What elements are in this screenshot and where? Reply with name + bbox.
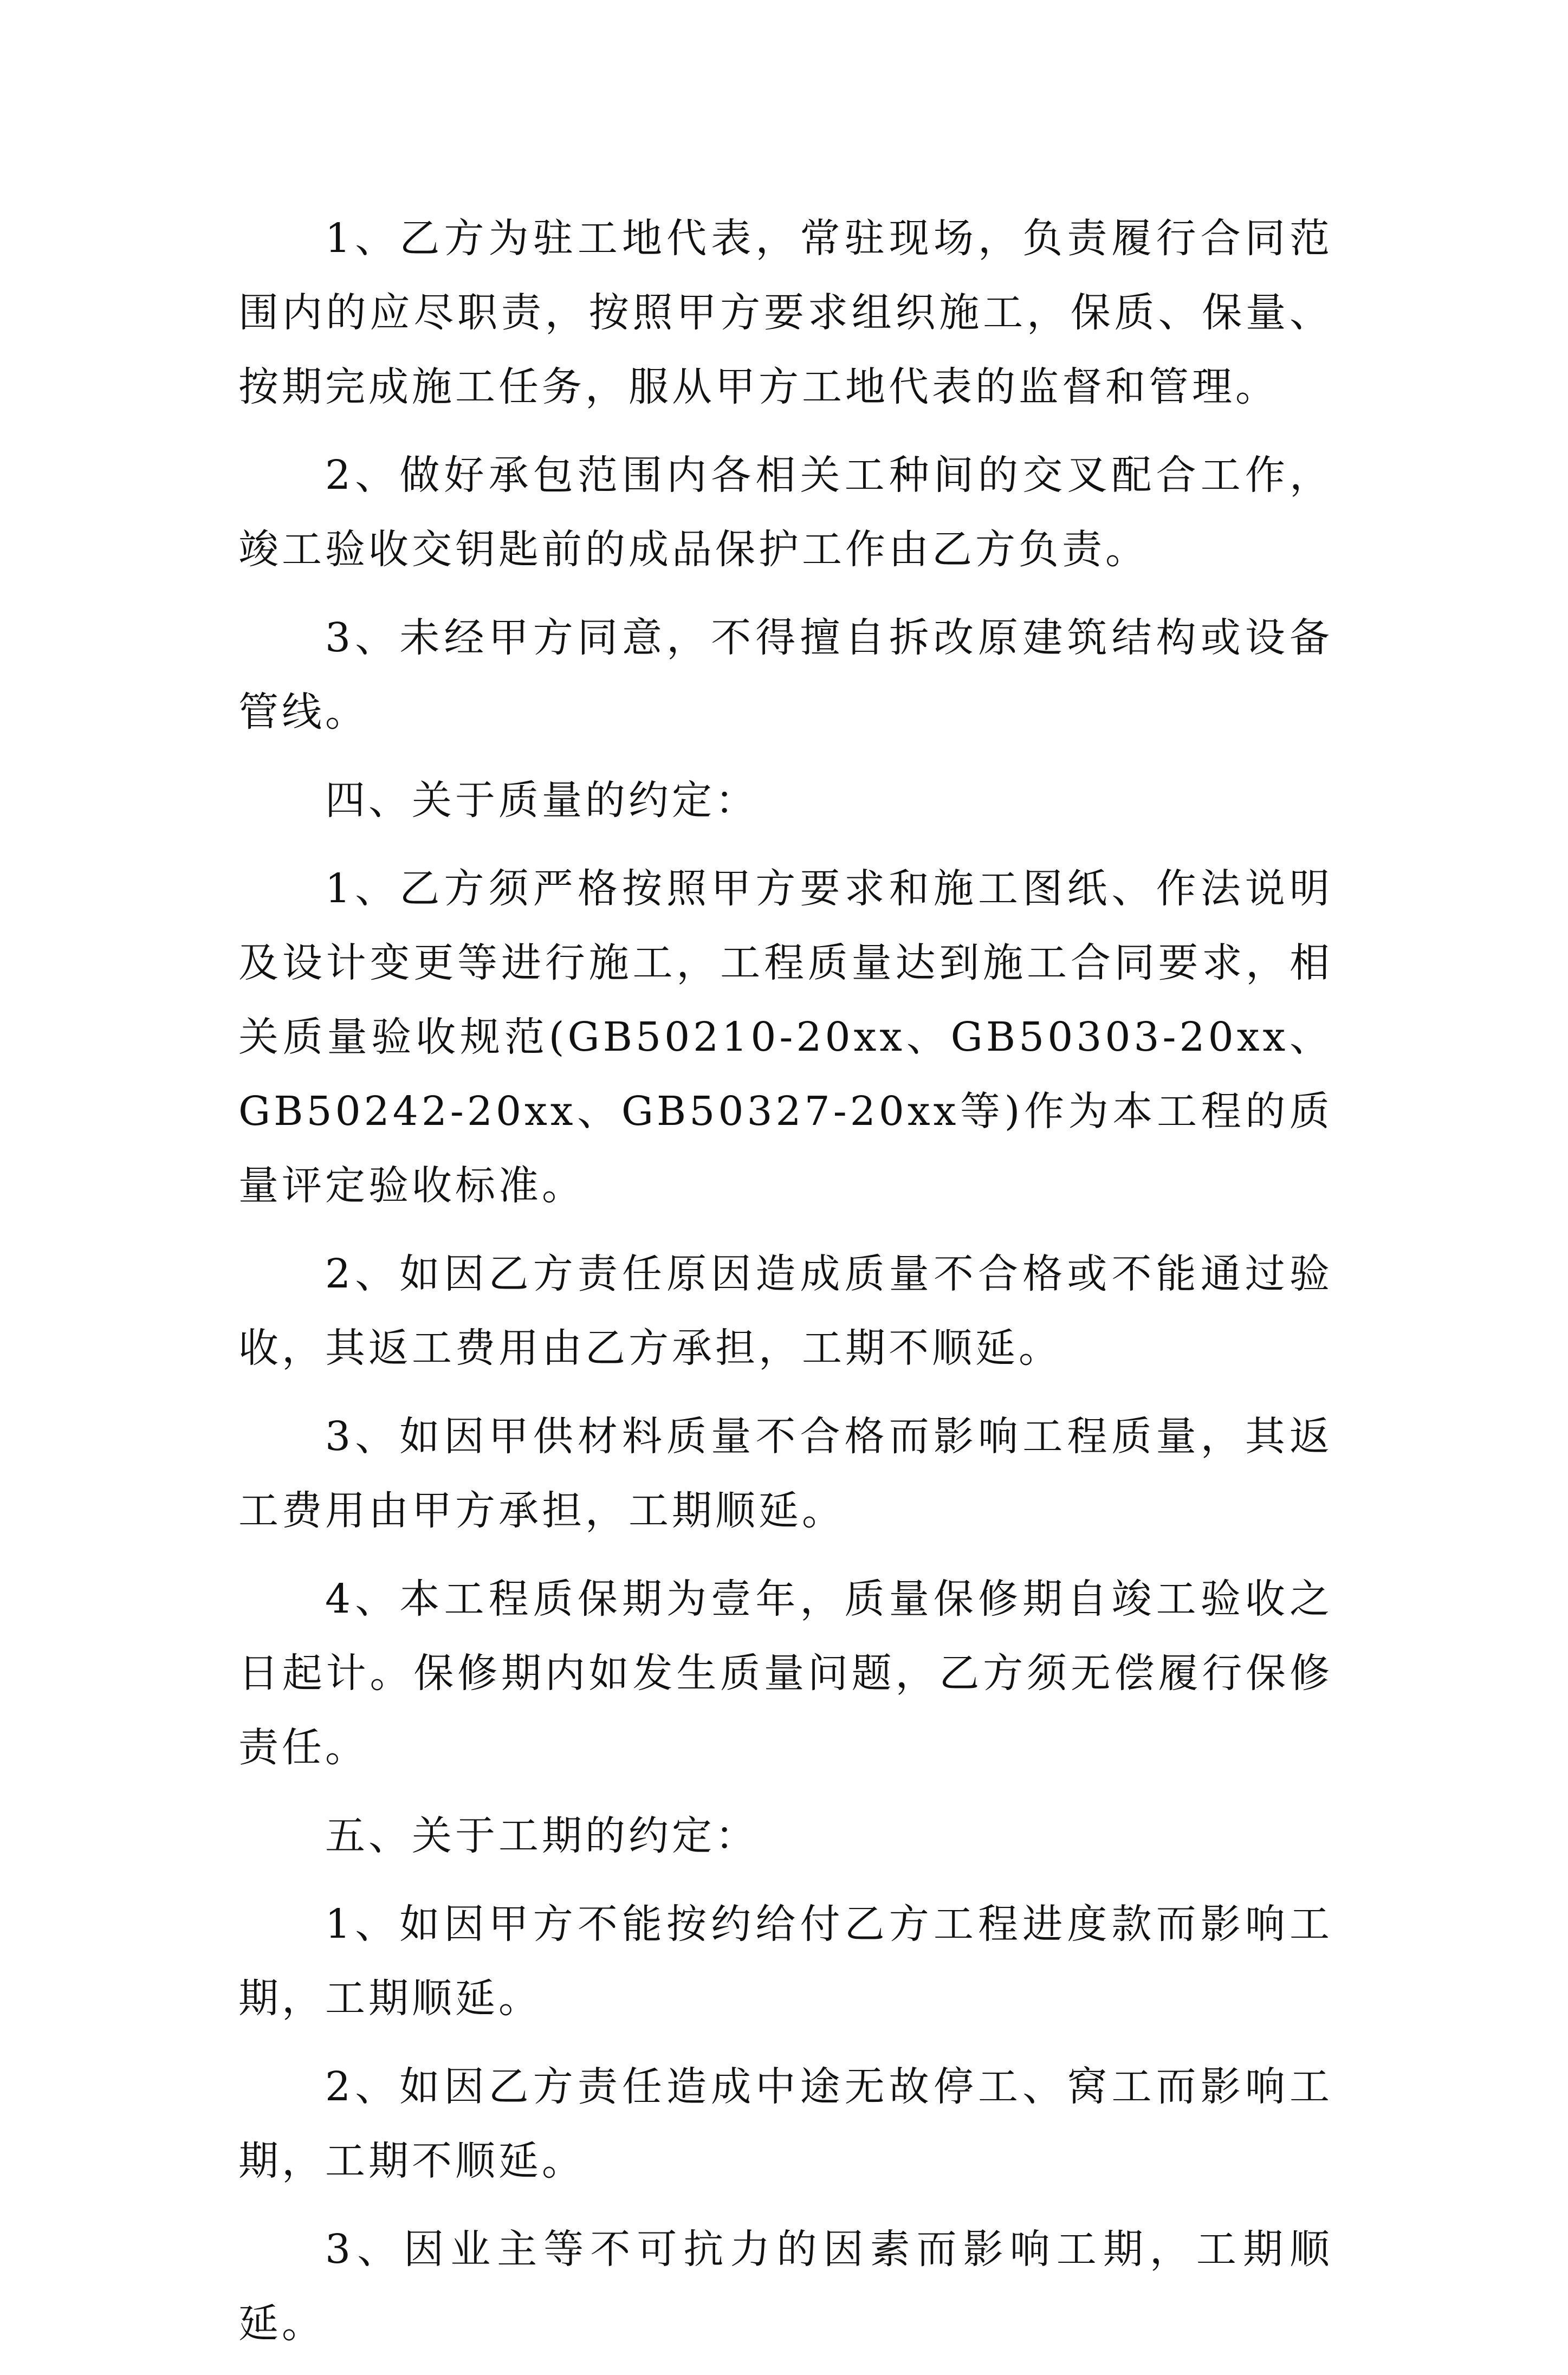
clause-schedule-payment-delay: 1、如因甲方不能按约给付乙方工程进度款而影响工期，工期顺延。 [238,1901,1333,2022]
clause-quality-party-a-materials: 3、如因甲供材料质量不合格而影响工程质量，其返工费用由甲方承担，工期顺延。 [238,1413,1333,1534]
clause-no-alteration: 3、未经甲方同意，不得擅自拆改原建筑结构或设备管线。 [238,614,1333,735]
clause-schedule-party-b-delay: 2、如因乙方责任造成中途无故停工、窝工而影响工期，工期不顺延。 [238,2063,1333,2184]
section-heading-schedule: 五、关于工期的约定： [325,1813,759,1859]
clause-schedule-force-majeure: 3、因业主等不可抗力的因素而影响工期，工期顺延。 [238,2226,1333,2347]
clause-coordination-protection: 2、做好承包范围内各相关工种间的交叉配合工作，竣工验收交钥匙前的成品保护工作由乙方负责。 [238,452,1333,573]
clause-warranty-period: 4、本工程质保期为壹年，质量保修期自竣工验收之日起计。保修期内如发生质量问题，乙方须无偿履行保修责任。 [238,1576,1333,1771]
clause-quality-party-b-liability: 2、如因乙方责任原因造成质量不合格或不能通过验收，其返工费用由乙方承担，工期不顺延。 [238,1251,1333,1371]
clause-resident-representative: 1、乙方为驻工地代表，常驻现场，负责履行合同范围内的应尽职责，按照甲方要求组织施工，保质、保量、按期完成施工任务，服从甲方工地代表的监督和管理。 [238,215,1333,410]
clause-quality-standards: 1、乙方须严格按照甲方要求和施工图纸、作法说明及设计变更等进行施工，工程质量达到施工合同要求，相关质量验收规范(GB50210-20xx、GB50303-20xx、GB50242-20xx、GB50327-20xx等)作为本工程的质量评定验收标准。 [238,865,1333,1209]
section-heading-quality: 四、关于质量的约定： [325,777,759,824]
document-body [238,202,1333,2375]
